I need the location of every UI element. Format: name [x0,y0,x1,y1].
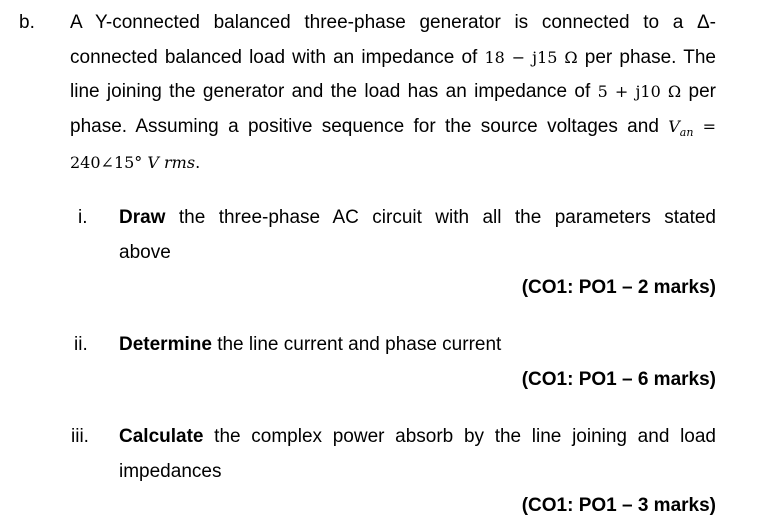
part-ii-keyword: Determine [119,334,212,355]
part-iii-line-1 [119,426,716,448]
source-voltage-period: . [195,153,201,172]
question-line-2-text-b: per phase. The [577,47,716,68]
part-i-marks: (CO1: PO1 – 2 marks) [521,277,716,298]
source-voltage-variable: $V_{an}$ [668,117,694,139]
question-line-2-text-a: connected balanced load with an impedance of [70,47,485,68]
part-i-text-1: the three-phase AC circuit with all the parameters stated [165,207,716,228]
question-line-4 [70,116,716,139]
source-voltage-unit: V rms [147,153,196,172]
part-ii-marks: (CO1: PO1 – 6 marks) [521,369,716,390]
question-line-3 [70,81,716,103]
question-label: b. [19,12,35,33]
part-ii-text-1: the line current and phase current [211,334,502,355]
equals-sign: = [693,117,716,136]
part-i-text-2: above [119,242,171,263]
part-ii-line-1 [119,334,501,356]
part-iii-text-1: the complex power absorb by the line joining and load [203,426,716,447]
part-iii-marks: (CO1: PO1 – 3 marks) [521,495,716,516]
question-line-1-text: A Y-connected balanced three-phase generator is connected to a Δ- [70,12,716,33]
question-line-5 [70,152,200,174]
part-i-numeral: i. [78,207,88,228]
question-line-4-text-a: phase. Assuming a positive sequence for the source voltages and [70,116,669,137]
part-iii-numeral: iii. [71,426,89,447]
source-voltage-value: 240∠15° [70,153,148,172]
question-line-3-text-b: per [681,81,716,102]
part-iii-text-2: impedances [119,461,222,482]
load-impedance-math: 18 − j15 Ω [484,48,578,67]
line-impedance-math: 5 + j10 Ω [597,82,682,101]
question-line-3-text-a: line joining the generator and the load has an impedance of [70,81,598,102]
part-iii-keyword: Calculate [119,426,204,447]
question-line-2 [70,47,716,69]
part-ii-numeral: ii. [74,334,88,355]
part-i-line-1 [119,207,716,229]
question-line-1 [70,12,716,34]
part-i-keyword: Draw [119,207,166,228]
